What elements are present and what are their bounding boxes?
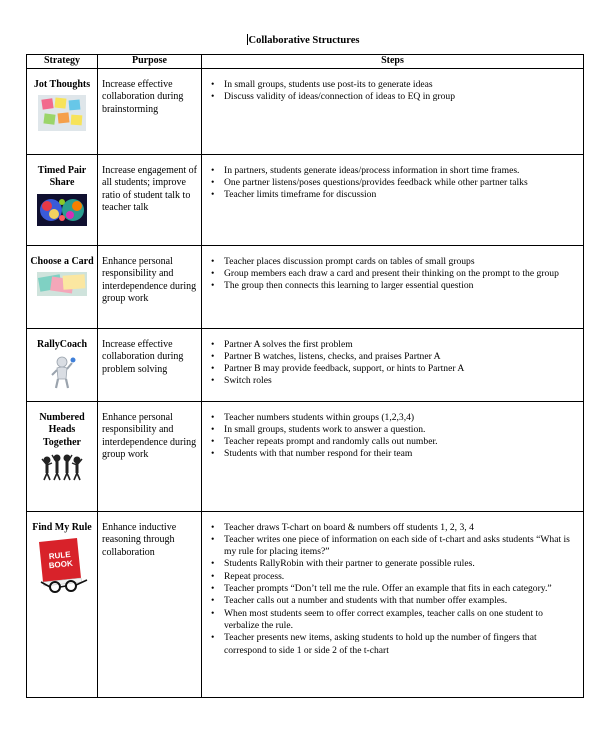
- table-row: [27, 154, 584, 245]
- strategy-cell: [27, 328, 98, 401]
- strategy-name: Timed Pair Share: [37, 164, 87, 189]
- header-row: [27, 55, 584, 69]
- purpose-cell: Enhance personal responsibility and interdependence during group work: [98, 401, 202, 511]
- list-item: • Switch roles: [206, 375, 577, 387]
- table-row: [27, 401, 584, 511]
- list-item: • Teacher numbers students within groups (1,2,3,4): [206, 412, 577, 424]
- colorful-heads-icon: [37, 194, 87, 226]
- collaborative-structures-table: [26, 54, 584, 698]
- list-item: • Teacher limits timeframe for discussion: [206, 189, 577, 201]
- list-item: • Teacher draws T-chart on board & numbers off students 1, 2, 3, 4: [206, 522, 577, 534]
- list-item: • Students RallyRobin with their partner to generate possible rules.: [206, 558, 577, 570]
- steps-cell: [202, 154, 584, 245]
- purpose-cell: Enhance inductive reasoning through collaboration: [98, 511, 202, 697]
- purpose-cell: Increase effective collaboration during brainstorming: [98, 68, 202, 154]
- header-strategy: Strategy: [27, 55, 98, 69]
- list-item: • Teacher presents new items, asking students to hold up the number of fingers that correspond to side 1 or side 2 of the t-chart: [206, 632, 577, 657]
- table-row: [27, 511, 584, 697]
- strategy-name: Numbered Heads Together: [39, 411, 85, 448]
- strategy-cell: [27, 68, 98, 154]
- text-cursor: [247, 34, 248, 45]
- strategy-name: Choose a Card: [30, 255, 94, 267]
- purpose-cell: Increase engagement of all students; improve ratio of student talk to teacher talk: [98, 154, 202, 245]
- steps-cell: [202, 511, 584, 697]
- steps-cell: [202, 68, 584, 154]
- list-item: • Students with that number respond for their team: [206, 448, 577, 460]
- list-item: • Discuss validity of ideas/connection of ideas to EQ in group: [206, 91, 577, 103]
- table-row: [27, 328, 584, 401]
- page-title: Collaborative Structures: [248, 35, 360, 46]
- strategy-cell: [27, 511, 98, 697]
- header-steps: Steps: [202, 55, 584, 69]
- list-item: • The group then connects this learning to larger essential question: [206, 280, 577, 292]
- list-item: • Partner B watches, listens, checks, and praises Partner A: [206, 351, 577, 363]
- group-figures-icon: [40, 453, 84, 481]
- rule-book-text-2: BOOK: [48, 558, 74, 571]
- list-item: • When most students seem to offer correct examples, teacher calls on one student to verbalize the rule.: [206, 608, 577, 633]
- table-row: [27, 245, 584, 328]
- strategy-name: RallyCoach: [37, 338, 87, 350]
- thinking-figure-icon: [47, 355, 77, 389]
- strategy-cell: [27, 154, 98, 245]
- steps-cell: [202, 401, 584, 511]
- strategy-name: Find My Rule: [32, 521, 92, 533]
- strategy-cell: [27, 401, 98, 511]
- list-item: • Teacher repeats prompt and randomly calls out number.: [206, 436, 577, 448]
- list-item: • Teacher places discussion prompt cards on tables of small groups: [206, 256, 577, 268]
- list-item: • In small groups, students use post-its to generate ideas: [206, 79, 577, 91]
- list-item: • Group members each draw a card and present their thinking on the prompt to the group: [206, 268, 577, 280]
- header-purpose: Purpose: [98, 55, 202, 69]
- list-item: • Partner A solves the first problem: [206, 339, 577, 351]
- list-item: • Teacher prompts “Don’t tell me the rule. Offer an example that fits in each category.”: [206, 583, 577, 595]
- steps-cell: [202, 245, 584, 328]
- list-item: • One partner listens/poses questions/provides feedback while other partner talks: [206, 177, 577, 189]
- purpose-cell: Enhance personal responsibility and interdependence during group work: [98, 245, 202, 328]
- list-item: • Teacher writes one piece of information on each side of t-chart and asks students “What is my rule for placing items?”: [206, 534, 577, 559]
- note-cards-icon: [37, 272, 87, 296]
- list-item: • Repeat process.: [206, 571, 577, 583]
- table-row: [27, 68, 584, 154]
- strategy-name: Jot Thoughts: [33, 78, 91, 90]
- steps-cell: [202, 328, 584, 401]
- rule-book-text-1: RULE: [48, 550, 72, 562]
- post-it-notes-icon: [38, 95, 86, 131]
- list-item: • In partners, students generate ideas/process information in short time frames.: [206, 165, 577, 177]
- rule-book-icon: [33, 538, 91, 594]
- strategy-cell: [27, 245, 98, 328]
- list-item: • Partner B may provide feedback, support, or hints to Partner A: [206, 363, 577, 375]
- list-item: • Teacher calls out a number and students with that number offer examples.: [206, 595, 577, 607]
- purpose-cell: Increase effective collaboration during problem solving: [98, 328, 202, 401]
- list-item: • In small groups, students work to answer a question.: [206, 424, 577, 436]
